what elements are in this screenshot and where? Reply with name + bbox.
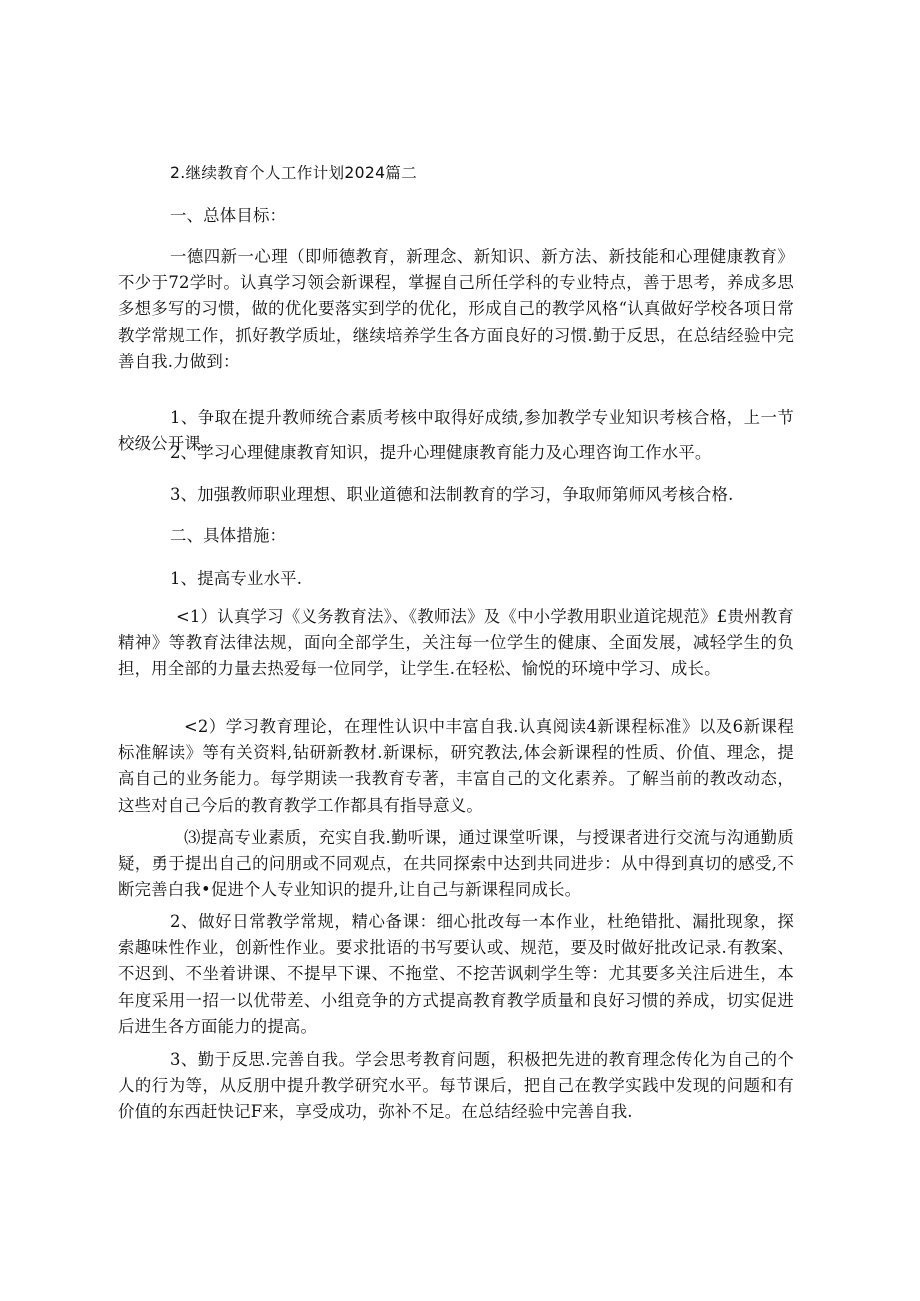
measure-1-3: ⑶提高专业素质，充实自我.勤听课，通过课堂听课，与授课者进行交流与沟通勤质疑，勇于提出自己的问朋或不同观点，在共同探索中达到共同进步：从中得到真切的感受,不断完善白我•促进个人专业知识的提升,让自己与新课程同成长。 xyxy=(118,828,794,900)
document-title: 2.继续教育个人工作计划2024篇二 xyxy=(170,164,418,182)
section-1-intro: 一德四新一心理（即师德教育，新理念、新知识、新方法、新技能和心理健康教育》不少于72学时。认真学习领会新课程，掌握自己所任学科的专业特点，善于思考，养成多思多想多写的习惯，做的优化要落实到学的优化，形成自己的教学风格“认真做好学校各项日常教学常规工作，抓好教学质址，继续培养学生各方面良好的习惯.勤于反思，在总结经验中完善自我.力做到： xyxy=(118,247,794,371)
measure-2: 2、做好日常教学常规，精心备课：细心批改每一本作业，杜绝错批、漏批现象，探索趣味性作业，创新性作业。要求批语的书写要认或、规范，要及时做好批改记录.有教案、不迟到、不坐着讲课、不提早下课、不拖堂、不挖苦讽刺学生等：尤其要多关注后进生，本年度采用一招一以优带差、小组竞争的方式提高教育教学质量和良好习惯的养成，切实促进后进生各方面能力的提高。 xyxy=(118,912,794,1036)
measure-1-2: <2）学习教育理论，在理性认识中丰富自我.认真阅读4新课程标准》以及6新课程标准解读》等有关资料,钻研新教材.新课标，研究教法,体会新课程的性质、价值、理念，提高自己的业务能力。每学期读一我教育专著，丰富自己的文化素养。了解当前的教改动态，这些对自己今后的教育教学工作都具有指导意义。 xyxy=(118,717,794,815)
goal-1: 1、争取在提升教师统合素质考核中取得好成绩,参加教学专业知识考核合格，上一节校级公开课。 xyxy=(118,408,794,454)
measure-3: 3、勤于反思.完善自我。学会思考教育问题，积极把先进的教育理念传化为自己的个人的行为等，从反朋中提升教学研究水平。每节课后，把自己在教学实践中发现的问题和有价值的东西赶快记F来，享受成功，弥补不足。在总结经验中完善自我. xyxy=(118,1050,794,1122)
goal-3: 3、加强教师职业理想、职业道德和法制教育的学习，争取师第师风考核合格. xyxy=(170,485,734,504)
section-1-heading: 一、总体目标： xyxy=(170,206,287,225)
section-2-heading: 二、具体措施： xyxy=(170,526,287,545)
measure-1-1: <1）认真学习《义务教育法》、《教师法》及《中小学教用职业道诧规范》£贵州教育精神》等教育法律法规，面向全部学生，关注每一位学生的健康、全面发展，减轻学生的负担，用全部的力量去热爱每一位同学，让学生.在轻松、愉悦的环境中学习、成长。 xyxy=(118,607,794,679)
measure-1-heading: 1、提高专业水平. xyxy=(170,569,303,588)
goal-2: 2、学习心理健康教育知识，提升心理健康教育能力及心理咨询工作水平。 xyxy=(170,443,712,462)
